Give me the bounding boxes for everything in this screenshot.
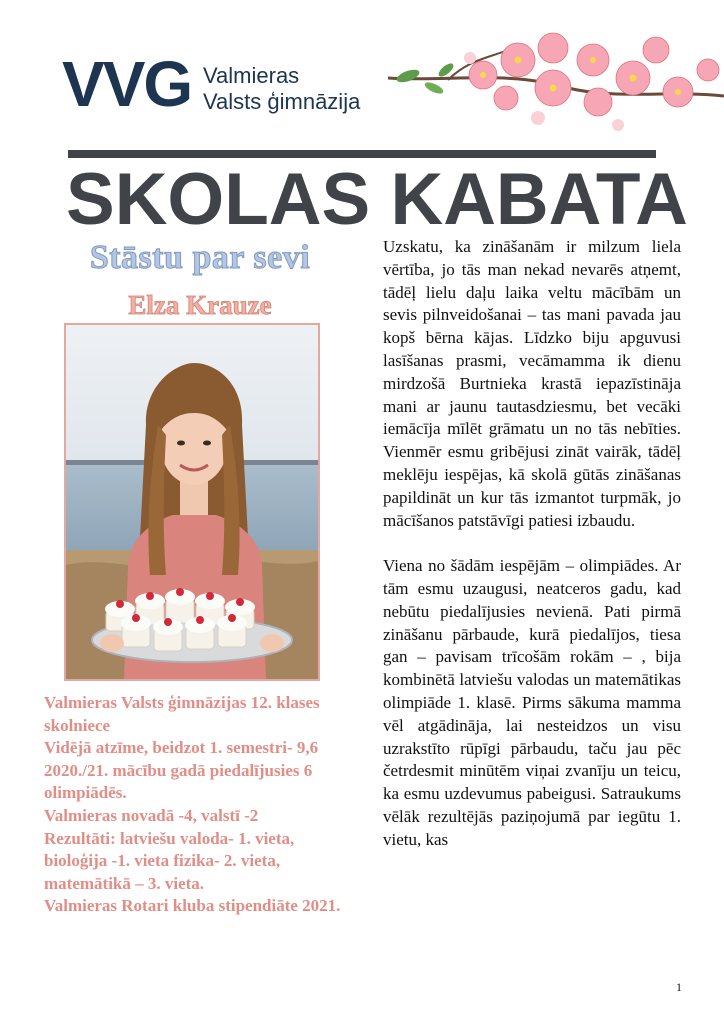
header-rule xyxy=(68,150,656,158)
article-body xyxy=(383,236,681,852)
flower-branch-decoration xyxy=(388,30,724,140)
logo-text-line1: Valmieras xyxy=(203,63,300,88)
fact-item: 2020./21. mācību gadā piedalījusies 6 olimpiādēs. xyxy=(44,760,313,803)
masthead-title: SKOLAS KABATA xyxy=(66,159,688,240)
fact-item: Valmieras novadā -4, valstī -2 xyxy=(44,805,259,825)
student-photo xyxy=(64,323,320,681)
article-paragraph: Uzskatu, ka zināšanām ir milzum liela vērtība, jo tās man nekad nevarēs atņemt, tādēļ lielu daļu laika veltu mācībām un sevis pilnveidošanai – tas mani pavada jau kopš bērna kājas. Līdzko biju apguvusi lasīšanas prasmi, vecāmamma ik dienu mirdzošā Burtnieka krastā iepazīstināja mani ar jaunu tautasdziesmu, bet vecāki iemācīja mīlēt grāmatu un no tās nebīties. Vienmēr esmu gribējusi zināt vairāk, tādēļ meklēju iespējas, kā skolā gūtās zināšanas papildināt un kur tās izmantot turpmāk, jo mācīšanos patstāvīgi patiesi izbaudu. xyxy=(383,237,681,530)
fact-item: Rezultāti: latviešu valoda- 1. vieta, bioloģija -1. vieta fizika- 2. vieta, matemātikā – 3. vieta. xyxy=(44,828,295,893)
student-facts xyxy=(44,692,344,918)
logo-letters: VVG xyxy=(62,48,192,120)
article-paragraph: Viena no šādām iespējām – olimpiādes. Ar tām esmu uzaugusi, neatceros gadu, kad nebūtu piedalījusies nevienā. Pati pirmā zināšanu pārbaude, kurā piedalījos, tiesa gan – pavisam trīcošām rokām – , bija kombinētā latviešu valodas un matemātikas olimpiāde 1. klasē. Pirms sākuma mamma vēl atgādināja, lai nesteidzos un visu uzrakstīto rūpīgi pārbaudu, taču jau pēc četrdesmit minūtēm viņai zvanīju un teicu, ka esmu uzdevumus pabeigusi. Satraukums vēlāk rezultējās paziņojumā par iegūtu 1. vietu, kas xyxy=(383,556,681,849)
author-name: Elza Krauze xyxy=(128,290,272,320)
fact-item: Valmieras Rotari kluba stipendiāte 2021. xyxy=(44,896,341,916)
fact-item: Valmieras Valsts ģimnāzijas 12. klases skolniece xyxy=(44,693,320,735)
section-title: Stāstu par sevi xyxy=(89,239,311,276)
logo-text-line2: Valsts ģimnāzija xyxy=(203,89,361,114)
fact-item: Vidējā atzīme, beidzot 1. semestri- 9,6 xyxy=(44,738,319,758)
page-number: 1 xyxy=(676,980,682,994)
